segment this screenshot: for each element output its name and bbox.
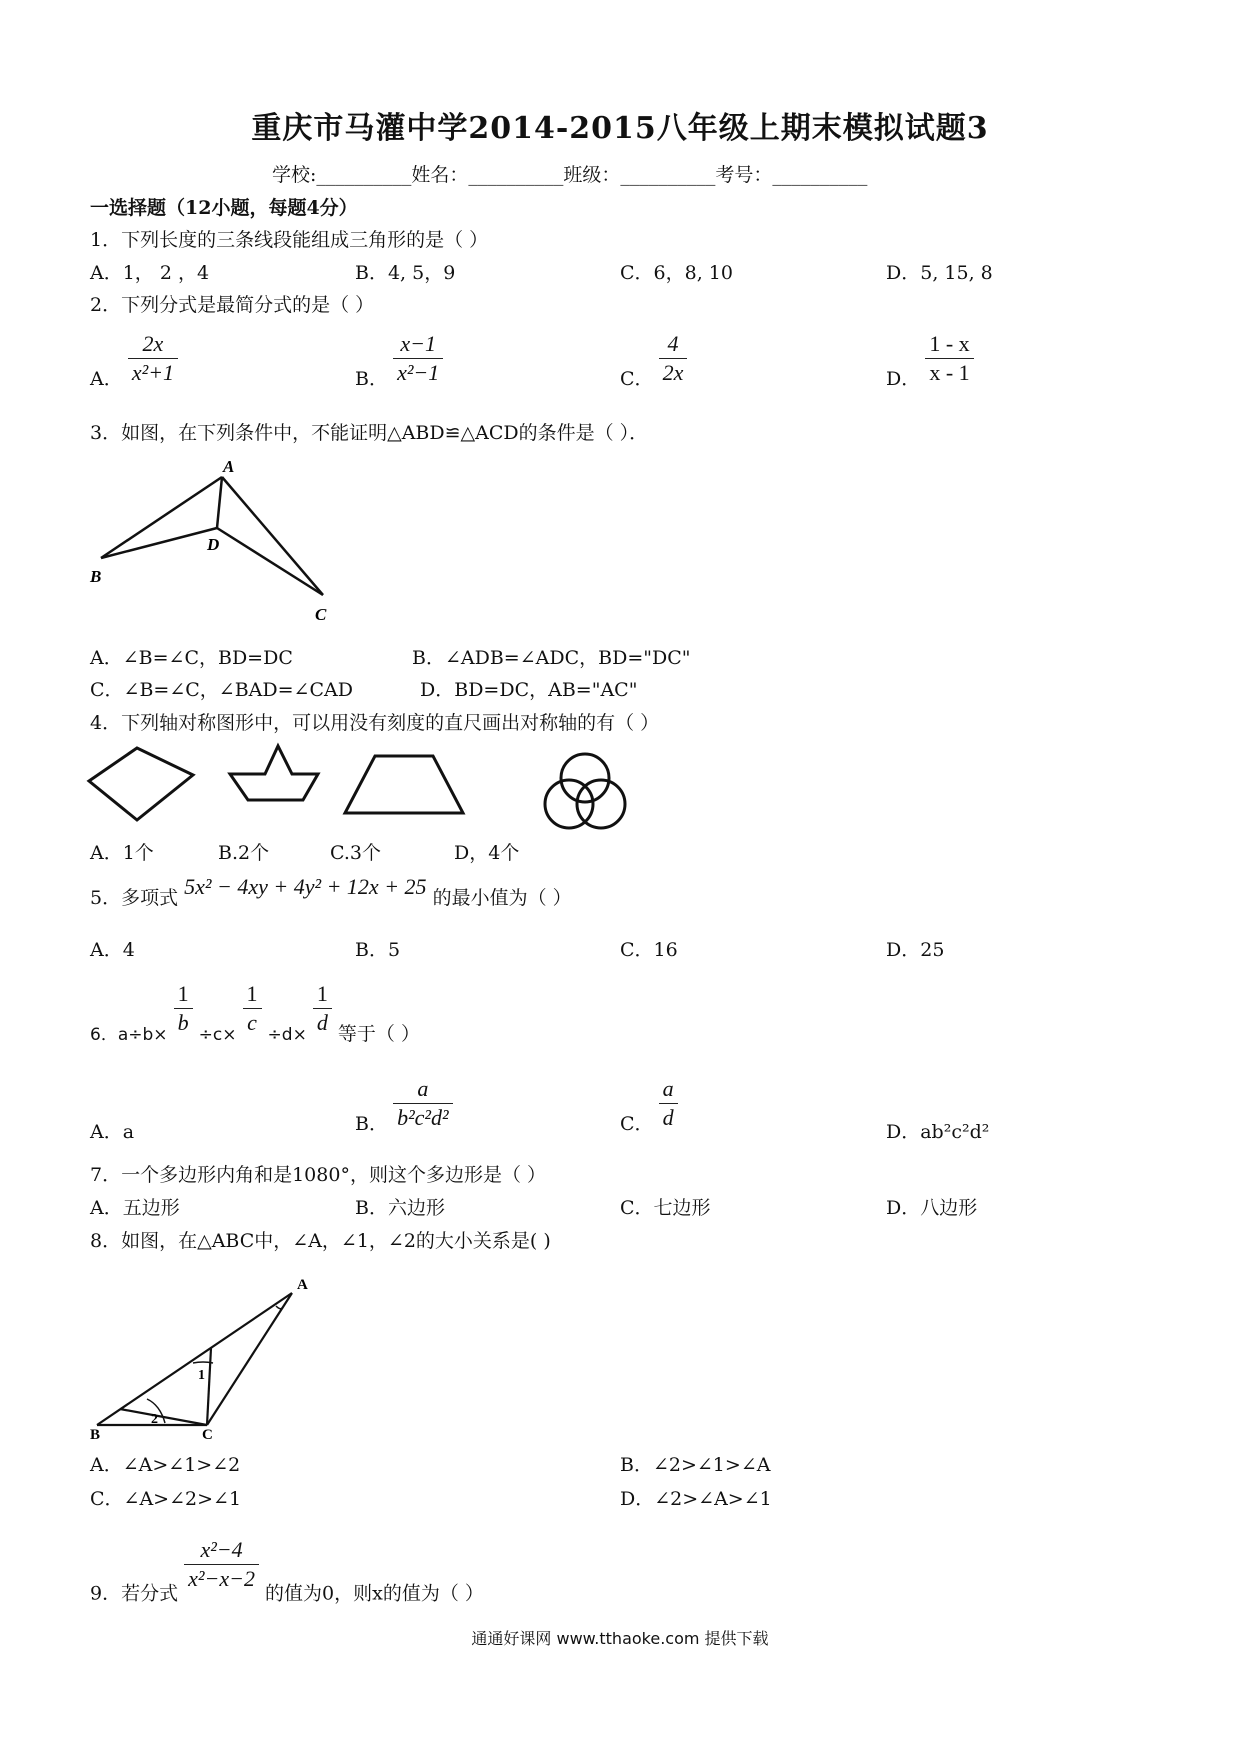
q5-option-d: D．25 [886, 939, 945, 961]
q6-fraction-c [243, 980, 262, 1037]
q9-fraction [184, 1536, 259, 1593]
q1-option-d: D．5, 15, 8 [886, 262, 993, 284]
q6-num-option-c: a [659, 1075, 678, 1104]
q9-stem-pre: 9．若分式 [90, 1582, 179, 1605]
q7-option-d: D．八边形 [886, 1197, 978, 1219]
q4-trapezoid-shape [345, 756, 463, 813]
q6-option-d: D．ab²c²d² [886, 1121, 990, 1143]
q8-angle-2: 2 [151, 1412, 158, 1427]
q3-point-c: C [315, 605, 327, 624]
q6-fraction-option-c [659, 1075, 678, 1132]
q6-fraction-option-b [393, 1075, 453, 1132]
q5-line [90, 874, 572, 910]
q8-figure [85, 1265, 325, 1440]
q4-option-a: A．1个 [90, 842, 154, 864]
q7-option-a: A．五边形 [90, 1197, 180, 1219]
q6-option-c [620, 1075, 678, 1136]
q4-triquetra-shape [545, 754, 625, 828]
q8-point-b: B [90, 1427, 101, 1440]
q7-stem: 7．一个多边形内角和是1080°，则这个多边形是（ ） [90, 1164, 546, 1186]
q1-option-a: A．1， 2 ，4 [90, 262, 210, 284]
q5-stem-pre: 5．多项式 [90, 887, 179, 909]
q6-stem-pre: 6．a÷b× [90, 1025, 168, 1045]
q2-label-b: B． [355, 368, 388, 390]
q6-one-c: 1 [243, 980, 262, 1009]
q6-one-d: 1 [313, 980, 332, 1009]
q9-line [90, 1536, 484, 1606]
q8-point-c: C [202, 1427, 213, 1440]
q8-option-d: D．∠2>∠A>∠1 [620, 1488, 772, 1510]
q3-option-d: D．BD=DC，AB="AC" [420, 679, 638, 701]
q9-den: x²−x−2 [188, 1566, 255, 1591]
q6-one-b: 1 [174, 980, 193, 1009]
page-footer: 通通好课网 www.tthaoke.com 提供下载 [471, 1629, 769, 1648]
q6-den-b: b [177, 1010, 189, 1035]
section-heading: 一选择题（12小题，每题4分） [90, 197, 358, 219]
q3-point-b: B [90, 567, 102, 586]
q2-num-c: 4 [659, 330, 688, 359]
q6-option-b [355, 1075, 453, 1136]
q2-label-d: D． [886, 368, 921, 390]
q6-mid1: ÷c× [198, 1025, 237, 1045]
q5-stem-post: 的最小值为（ ） [432, 887, 572, 909]
q8-option-a: A．∠A>∠1>∠2 [90, 1454, 241, 1476]
q9-stem-post: 的值为0，则x的值为（ ） [265, 1582, 484, 1605]
q2-num-d: 1 - x [925, 330, 973, 359]
q1-option-b: B．4, 5，9 [355, 262, 456, 284]
q6-label-b: B． [355, 1113, 388, 1135]
q2-den-c: 2x [662, 360, 684, 385]
q7-option-b: B．六边形 [355, 1197, 445, 1219]
q3-point-a: A [223, 457, 235, 476]
q1-stem: 1．下列长度的三条线段能组成三角形的是（ ） [90, 229, 489, 251]
q2-num-b: x−1 [393, 330, 443, 359]
q6-den-d: d [316, 1010, 328, 1035]
q9-num: x²−4 [184, 1536, 259, 1565]
q6-mid2: ÷d× [267, 1025, 307, 1045]
q5-option-c: C．16 [620, 939, 678, 961]
q3-option-c: C．∠B=∠C，∠BAD=∠CAD [90, 679, 353, 701]
q6-den-option-b: b²c²d² [397, 1105, 449, 1130]
q2-fraction-a [128, 330, 178, 387]
q3-stem: 3．如图，在下列条件中，不能证明△ABD≌△ACD的条件是（ ）． [90, 422, 649, 444]
q5-option-a: A．4 [90, 939, 135, 961]
q4-stem: 4．下列轴对称图形中，可以用没有刻度的直尺画出对称轴的有（ ） [90, 712, 660, 734]
q5-option-b: B．5 [355, 939, 401, 961]
page-title: 重庆市马灌中学2014-2015八年级上期末模拟试题3 [251, 111, 989, 146]
q4-option-b: B.2个 [218, 842, 270, 864]
student-info-line: 学校:__________姓名：__________班级：__________考号：__________ [272, 164, 868, 186]
q6-fraction-d [313, 980, 332, 1037]
q2-option-a [90, 330, 178, 391]
q8-option-b: B．∠2>∠1>∠A [620, 1454, 771, 1476]
q8-angle-1: 1 [198, 1368, 205, 1383]
q2-label-a: A． [90, 368, 123, 390]
q3-option-b: B．∠ADB=∠ADC，BD="DC" [412, 647, 691, 669]
q2-den-b: x²−1 [397, 360, 440, 385]
q4-shapes [85, 738, 645, 838]
q4-kite-shape [89, 748, 193, 820]
q3-point-d: D [207, 535, 220, 554]
q2-den-d: x - 1 [929, 360, 970, 385]
q2-fraction-c [659, 330, 688, 387]
q2-option-c [620, 330, 687, 391]
q3-option-a: A．∠B=∠C，BD=DC [90, 647, 293, 669]
q4-option-d: D，4个 [454, 842, 520, 864]
q6-den-option-c: d [662, 1105, 674, 1130]
q7-option-c: C．七边形 [620, 1197, 711, 1219]
q5-polynomial: 5x² − 4xy + 4y² + 12x + 25 [184, 874, 427, 899]
q6-num-option-b: a [393, 1075, 453, 1104]
q6-fraction-b [174, 980, 193, 1037]
q2-num-a: 2x [128, 330, 178, 359]
q2-stem: 2．下列分式是最简分式的是（ ） [90, 294, 375, 316]
q2-fraction-b [393, 330, 443, 387]
q4-boat-shape [230, 746, 318, 800]
q6-label-c: C． [620, 1113, 654, 1135]
q6-line [90, 980, 420, 1046]
q2-option-d [886, 330, 974, 391]
q2-option-b [355, 330, 443, 391]
q8-point-a: A [297, 1277, 308, 1293]
q1-option-c: C．6，8, 10 [620, 262, 733, 284]
q8-option-c: C．∠A>∠2>∠1 [90, 1488, 242, 1510]
q6-stem-post: 等于（ ） [337, 1023, 420, 1045]
q6-option-a: A．a [90, 1121, 135, 1143]
q3-figure [85, 450, 345, 640]
q6-den-c: c [247, 1010, 257, 1035]
q2-den-a: x²+1 [131, 360, 175, 385]
q4-option-c: C.3个 [330, 842, 381, 864]
q8-stem: 8．如图，在△ABC中，∠A，∠1，∠2的大小关系是( ) [90, 1230, 551, 1252]
q2-label-c: C． [620, 368, 654, 390]
q2-fraction-d [925, 330, 973, 387]
